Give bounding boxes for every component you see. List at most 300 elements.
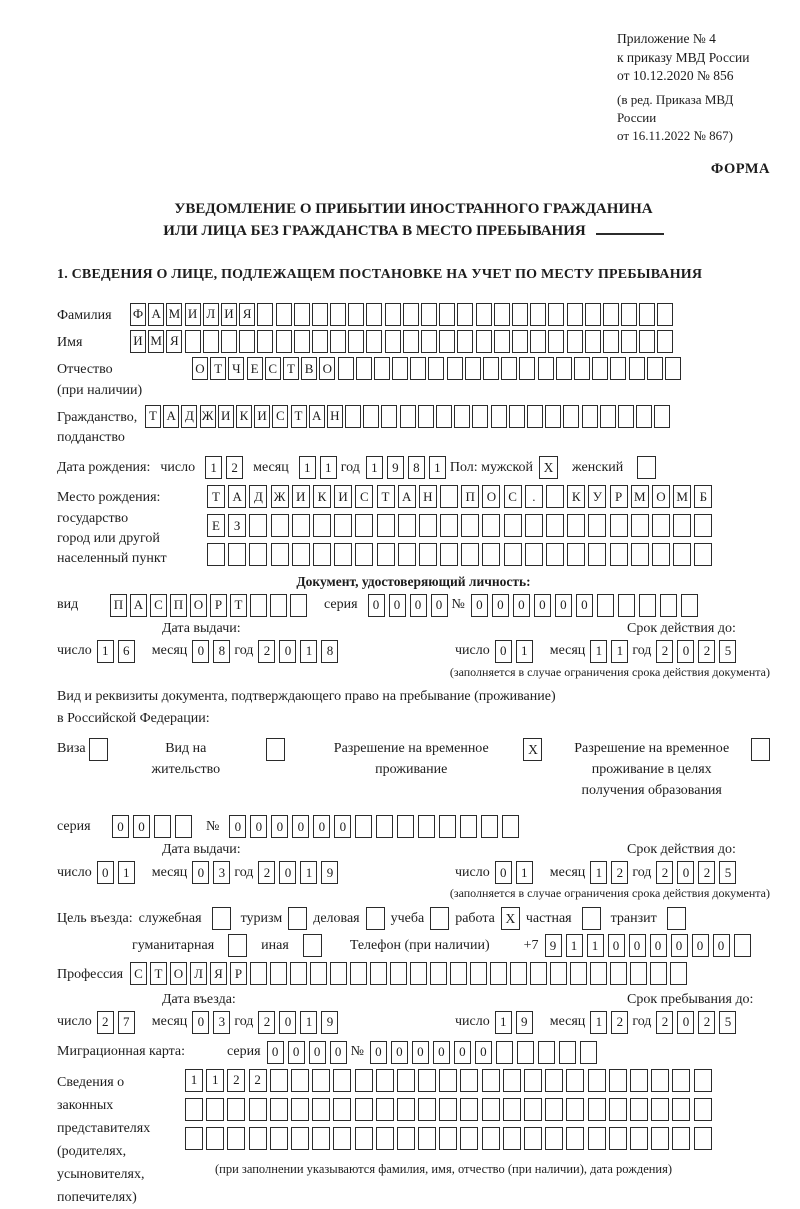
char-cell[interactable] <box>482 1098 500 1121</box>
char-cell[interactable] <box>609 1069 627 1092</box>
char-cell[interactable]: Н <box>419 485 437 508</box>
char-cell[interactable]: 0 <box>629 934 646 957</box>
char-cell[interactable] <box>249 543 267 566</box>
char-cell[interactable]: И <box>185 303 201 326</box>
char-cell[interactable] <box>652 514 670 537</box>
char-cell[interactable]: 0 <box>671 934 688 957</box>
char-cell[interactable]: Я <box>239 303 255 326</box>
char-cell[interactable]: 0 <box>576 594 593 617</box>
char-cell[interactable]: А <box>130 594 147 617</box>
char-cell[interactable] <box>428 357 444 380</box>
char-cell[interactable] <box>454 405 470 428</box>
char-cell[interactable]: 1 <box>590 1011 607 1034</box>
char-cell[interactable] <box>548 330 564 353</box>
char-cell[interactable]: 7 <box>118 1011 135 1034</box>
visa-checkbox[interactable] <box>89 738 108 761</box>
char-cell[interactable]: М <box>631 485 649 508</box>
char-cell[interactable] <box>271 543 289 566</box>
char-cell[interactable]: 1 <box>516 640 533 663</box>
char-cell[interactable] <box>392 357 408 380</box>
char-cell[interactable]: 0 <box>431 594 448 617</box>
char-cell[interactable] <box>630 1127 648 1150</box>
char-cell[interactable] <box>545 1127 563 1150</box>
char-cell[interactable] <box>376 1069 394 1092</box>
char-cell[interactable]: 0 <box>475 1041 492 1064</box>
char-cell[interactable] <box>185 1098 203 1121</box>
char-cell[interactable] <box>276 330 292 353</box>
char-cell[interactable] <box>476 303 492 326</box>
char-cell[interactable] <box>270 1127 288 1150</box>
char-cell[interactable]: 0 <box>267 1041 284 1064</box>
char-cell[interactable] <box>512 303 528 326</box>
char-cell[interactable] <box>439 815 456 838</box>
char-cell[interactable] <box>397 1069 415 1092</box>
char-cell[interactable] <box>694 514 712 537</box>
char-cell[interactable] <box>527 405 543 428</box>
char-cell[interactable]: Ф <box>130 303 146 326</box>
char-cell[interactable] <box>457 303 473 326</box>
char-cell[interactable]: 0 <box>713 934 730 957</box>
char-cell[interactable] <box>566 1127 584 1150</box>
char-cell[interactable]: 0 <box>279 640 296 663</box>
char-cell[interactable]: 1 <box>320 456 337 479</box>
char-cell[interactable]: К <box>567 485 585 508</box>
char-cell[interactable] <box>374 357 390 380</box>
char-cell[interactable] <box>694 543 712 566</box>
char-cell[interactable] <box>418 1069 436 1092</box>
char-cell[interactable] <box>418 1098 436 1121</box>
char-cell[interactable] <box>503 1069 521 1092</box>
residence-permit-checkbox[interactable] <box>266 738 285 761</box>
char-cell[interactable]: А <box>309 405 325 428</box>
char-cell[interactable]: 0 <box>229 815 246 838</box>
char-cell[interactable] <box>481 815 498 838</box>
char-cell[interactable]: Е <box>207 514 225 537</box>
char-cell[interactable] <box>530 962 547 985</box>
char-cell[interactable] <box>356 357 372 380</box>
char-cell[interactable] <box>370 962 387 985</box>
char-cell[interactable]: 0 <box>495 640 512 663</box>
char-cell[interactable] <box>276 303 292 326</box>
char-cell[interactable] <box>665 357 681 380</box>
char-cell[interactable] <box>545 1098 563 1121</box>
char-cell[interactable] <box>504 543 522 566</box>
char-cell[interactable]: 1 <box>566 934 583 957</box>
char-cell[interactable]: Р <box>610 485 628 508</box>
char-cell[interactable] <box>502 815 519 838</box>
char-cell[interactable]: 1 <box>299 456 316 479</box>
char-cell[interactable] <box>630 962 647 985</box>
char-cell[interactable] <box>330 330 346 353</box>
char-cell[interactable]: К <box>313 485 331 508</box>
char-cell[interactable]: С <box>150 594 167 617</box>
char-cell[interactable]: О <box>319 357 335 380</box>
char-cell[interactable]: 8 <box>408 456 425 479</box>
char-cell[interactable] <box>330 962 347 985</box>
char-cell[interactable]: 0 <box>279 861 296 884</box>
char-cell[interactable]: И <box>130 330 146 353</box>
char-cell[interactable]: 2 <box>258 1011 275 1034</box>
char-cell[interactable] <box>228 543 246 566</box>
char-cell[interactable]: 9 <box>321 861 338 884</box>
char-cell[interactable]: 0 <box>412 1041 429 1064</box>
char-cell[interactable]: 8 <box>321 640 338 663</box>
char-cell[interactable] <box>609 1098 627 1121</box>
char-cell[interactable]: 0 <box>112 815 129 838</box>
char-cell[interactable]: 9 <box>516 1011 533 1034</box>
char-cell[interactable] <box>203 330 219 353</box>
char-cell[interactable]: У <box>588 485 606 508</box>
char-cell[interactable]: Т <box>210 357 226 380</box>
char-cell[interactable] <box>419 543 437 566</box>
char-cell[interactable] <box>334 543 352 566</box>
char-cell[interactable]: 0 <box>288 1041 305 1064</box>
char-cell[interactable] <box>397 1098 415 1121</box>
purpose-humanitarian-checkbox[interactable] <box>228 934 247 957</box>
char-cell[interactable] <box>447 357 463 380</box>
char-cell[interactable]: 2 <box>698 1011 715 1034</box>
char-cell[interactable] <box>610 514 628 537</box>
char-cell[interactable]: 0 <box>677 640 694 663</box>
char-cell[interactable] <box>545 1069 563 1092</box>
char-cell[interactable] <box>403 303 419 326</box>
char-cell[interactable]: 2 <box>656 861 673 884</box>
char-cell[interactable] <box>348 303 364 326</box>
char-cell[interactable] <box>290 594 307 617</box>
char-cell[interactable]: 1 <box>205 456 222 479</box>
char-cell[interactable]: Р <box>210 594 227 617</box>
char-cell[interactable] <box>313 543 331 566</box>
char-cell[interactable] <box>312 303 328 326</box>
char-cell[interactable]: 0 <box>368 594 385 617</box>
char-cell[interactable]: 1 <box>185 1069 203 1092</box>
char-cell[interactable] <box>621 303 637 326</box>
char-cell[interactable] <box>650 962 667 985</box>
char-cell[interactable]: 3 <box>213 1011 230 1034</box>
char-cell[interactable]: И <box>334 485 352 508</box>
char-cell[interactable]: 1 <box>590 861 607 884</box>
char-cell[interactable]: 0 <box>192 861 209 884</box>
char-cell[interactable]: 1 <box>300 861 317 884</box>
char-cell[interactable]: 5 <box>719 861 736 884</box>
char-cell[interactable] <box>588 1098 606 1121</box>
char-cell[interactable] <box>377 543 395 566</box>
char-cell[interactable] <box>672 1098 690 1121</box>
char-cell[interactable] <box>398 543 416 566</box>
char-cell[interactable]: 2 <box>656 1011 673 1034</box>
char-cell[interactable]: Л <box>190 962 207 985</box>
char-cell[interactable]: 0 <box>97 861 114 884</box>
char-cell[interactable]: М <box>148 330 164 353</box>
char-cell[interactable] <box>249 1098 267 1121</box>
char-cell[interactable] <box>654 405 670 428</box>
char-cell[interactable] <box>313 514 331 537</box>
char-cell[interactable]: Н <box>327 405 343 428</box>
char-cell[interactable] <box>545 405 561 428</box>
char-cell[interactable] <box>600 405 616 428</box>
char-cell[interactable]: О <box>170 962 187 985</box>
char-cell[interactable] <box>524 1069 542 1092</box>
char-cell[interactable] <box>270 1098 288 1121</box>
char-cell[interactable] <box>338 357 354 380</box>
char-cell[interactable] <box>385 303 401 326</box>
char-cell[interactable] <box>588 1069 606 1092</box>
char-cell[interactable] <box>436 405 452 428</box>
char-cell[interactable] <box>512 330 528 353</box>
char-cell[interactable] <box>694 1098 712 1121</box>
char-cell[interactable]: 1 <box>516 861 533 884</box>
char-cell[interactable] <box>639 330 655 353</box>
char-cell[interactable] <box>460 1098 478 1121</box>
char-cell[interactable]: 2 <box>226 456 243 479</box>
char-cell[interactable]: 0 <box>492 594 509 617</box>
char-cell[interactable] <box>421 303 437 326</box>
char-cell[interactable]: 0 <box>250 815 267 838</box>
purpose-tourism-checkbox[interactable] <box>288 907 307 930</box>
char-cell[interactable]: О <box>192 357 208 380</box>
char-cell[interactable] <box>439 303 455 326</box>
char-cell[interactable] <box>491 405 507 428</box>
char-cell[interactable] <box>538 357 554 380</box>
char-cell[interactable] <box>154 815 171 838</box>
char-cell[interactable] <box>631 514 649 537</box>
char-cell[interactable]: С <box>355 485 373 508</box>
char-cell[interactable] <box>294 303 310 326</box>
char-cell[interactable] <box>482 1069 500 1092</box>
char-cell[interactable] <box>334 514 352 537</box>
purpose-commercial-checkbox[interactable] <box>366 907 385 930</box>
char-cell[interactable] <box>636 405 652 428</box>
char-cell[interactable] <box>546 485 564 508</box>
char-cell[interactable] <box>439 330 455 353</box>
char-cell[interactable] <box>227 1098 245 1121</box>
char-cell[interactable] <box>672 1069 690 1092</box>
char-cell[interactable]: Д <box>181 405 197 428</box>
char-cell[interactable] <box>345 405 361 428</box>
char-cell[interactable] <box>418 405 434 428</box>
char-cell[interactable] <box>350 962 367 985</box>
char-cell[interactable] <box>550 962 567 985</box>
char-cell[interactable]: З <box>228 514 246 537</box>
char-cell[interactable] <box>239 330 255 353</box>
char-cell[interactable] <box>377 514 395 537</box>
char-cell[interactable] <box>430 962 447 985</box>
char-cell[interactable]: Т <box>145 405 161 428</box>
char-cell[interactable]: И <box>218 405 234 428</box>
char-cell[interactable] <box>476 330 492 353</box>
char-cell[interactable] <box>610 962 627 985</box>
char-cell[interactable] <box>610 543 628 566</box>
char-cell[interactable] <box>291 1069 309 1092</box>
char-cell[interactable] <box>355 1069 373 1092</box>
char-cell[interactable] <box>556 357 572 380</box>
char-cell[interactable] <box>610 357 626 380</box>
char-cell[interactable] <box>333 1098 351 1121</box>
purpose-study-checkbox[interactable] <box>430 907 449 930</box>
char-cell[interactable]: Т <box>283 357 299 380</box>
char-cell[interactable] <box>270 962 287 985</box>
char-cell[interactable] <box>597 594 614 617</box>
char-cell[interactable] <box>660 594 677 617</box>
char-cell[interactable] <box>694 1127 712 1150</box>
char-cell[interactable]: О <box>482 485 500 508</box>
char-cell[interactable] <box>482 1127 500 1150</box>
char-cell[interactable] <box>355 815 372 838</box>
char-cell[interactable] <box>574 357 590 380</box>
char-cell[interactable] <box>524 1127 542 1150</box>
char-cell[interactable]: 1 <box>300 1011 317 1034</box>
char-cell[interactable] <box>292 514 310 537</box>
char-cell[interactable] <box>651 1098 669 1121</box>
char-cell[interactable]: К <box>236 405 252 428</box>
rvp-education-checkbox[interactable] <box>751 738 770 761</box>
char-cell[interactable] <box>440 514 458 537</box>
char-cell[interactable] <box>310 962 327 985</box>
char-cell[interactable]: 3 <box>213 861 230 884</box>
char-cell[interactable] <box>206 1127 224 1150</box>
char-cell[interactable] <box>257 303 273 326</box>
char-cell[interactable] <box>585 303 601 326</box>
char-cell[interactable]: Л <box>203 303 219 326</box>
char-cell[interactable]: М <box>166 303 182 326</box>
char-cell[interactable]: 2 <box>97 1011 114 1034</box>
char-cell[interactable] <box>333 1069 351 1092</box>
char-cell[interactable] <box>221 330 237 353</box>
char-cell[interactable]: П <box>461 485 479 508</box>
char-cell[interactable] <box>563 405 579 428</box>
char-cell[interactable] <box>460 815 477 838</box>
char-cell[interactable] <box>397 815 414 838</box>
char-cell[interactable] <box>291 1127 309 1150</box>
char-cell[interactable] <box>270 594 287 617</box>
char-cell[interactable] <box>525 514 543 537</box>
char-cell[interactable] <box>570 962 587 985</box>
char-cell[interactable]: 2 <box>698 640 715 663</box>
char-cell[interactable] <box>630 1098 648 1121</box>
char-cell[interactable]: 9 <box>545 934 562 957</box>
char-cell[interactable] <box>567 330 583 353</box>
char-cell[interactable] <box>472 405 488 428</box>
char-cell[interactable]: 2 <box>611 1011 628 1034</box>
char-cell[interactable] <box>504 514 522 537</box>
char-cell[interactable] <box>348 330 364 353</box>
char-cell[interactable] <box>185 1127 203 1150</box>
char-cell[interactable] <box>519 357 535 380</box>
char-cell[interactable] <box>639 594 656 617</box>
char-cell[interactable] <box>410 357 426 380</box>
char-cell[interactable] <box>566 1098 584 1121</box>
char-cell[interactable] <box>567 543 585 566</box>
char-cell[interactable] <box>250 962 267 985</box>
char-cell[interactable]: И <box>254 405 270 428</box>
char-cell[interactable]: 2 <box>258 640 275 663</box>
char-cell[interactable] <box>271 514 289 537</box>
char-cell[interactable]: 2 <box>611 861 628 884</box>
char-cell[interactable]: 0 <box>309 1041 326 1064</box>
char-cell[interactable] <box>270 1069 288 1092</box>
char-cell[interactable] <box>629 357 645 380</box>
char-cell[interactable] <box>525 543 543 566</box>
char-cell[interactable] <box>490 962 507 985</box>
char-cell[interactable]: Ж <box>271 485 289 508</box>
char-cell[interactable]: О <box>652 485 670 508</box>
char-cell[interactable] <box>647 357 663 380</box>
char-cell[interactable]: 8 <box>213 640 230 663</box>
char-cell[interactable] <box>461 514 479 537</box>
char-cell[interactable] <box>385 330 401 353</box>
char-cell[interactable]: 2 <box>698 861 715 884</box>
char-cell[interactable]: 0 <box>534 594 551 617</box>
char-cell[interactable]: 0 <box>433 1041 450 1064</box>
char-cell[interactable]: 5 <box>719 640 736 663</box>
char-cell[interactable] <box>250 594 267 617</box>
char-cell[interactable] <box>609 1127 627 1150</box>
char-cell[interactable] <box>530 303 546 326</box>
char-cell[interactable] <box>249 514 267 537</box>
char-cell[interactable] <box>651 1127 669 1150</box>
char-cell[interactable]: Е <box>247 357 263 380</box>
char-cell[interactable] <box>503 1127 521 1150</box>
char-cell[interactable] <box>390 962 407 985</box>
purpose-work-checkbox[interactable]: X <box>501 907 520 930</box>
char-cell[interactable] <box>681 594 698 617</box>
char-cell[interactable] <box>419 514 437 537</box>
char-cell[interactable] <box>312 1098 330 1121</box>
char-cell[interactable] <box>207 543 225 566</box>
char-cell[interactable] <box>590 962 607 985</box>
char-cell[interactable] <box>457 330 473 353</box>
char-cell[interactable] <box>439 1127 457 1150</box>
char-cell[interactable] <box>376 815 393 838</box>
char-cell[interactable]: 0 <box>330 1041 347 1064</box>
char-cell[interactable] <box>639 303 655 326</box>
char-cell[interactable] <box>567 303 583 326</box>
char-cell[interactable]: А <box>163 405 179 428</box>
char-cell[interactable] <box>410 962 427 985</box>
char-cell[interactable]: 0 <box>292 815 309 838</box>
char-cell[interactable] <box>291 1098 309 1121</box>
char-cell[interactable]: Т <box>377 485 395 508</box>
char-cell[interactable]: 0 <box>495 861 512 884</box>
char-cell[interactable] <box>439 1069 457 1092</box>
char-cell[interactable] <box>670 962 687 985</box>
char-cell[interactable] <box>509 405 525 428</box>
char-cell[interactable] <box>546 543 564 566</box>
char-cell[interactable]: 0 <box>133 815 150 838</box>
rvp-checkbox[interactable]: X <box>523 738 542 761</box>
char-cell[interactable] <box>290 962 307 985</box>
char-cell[interactable] <box>333 1127 351 1150</box>
char-cell[interactable] <box>355 1127 373 1150</box>
char-cell[interactable]: 0 <box>677 1011 694 1034</box>
sex-male-checkbox[interactable]: X <box>539 456 558 479</box>
char-cell[interactable]: А <box>228 485 246 508</box>
char-cell[interactable]: П <box>170 594 187 617</box>
char-cell[interactable] <box>566 1069 584 1092</box>
char-cell[interactable] <box>592 357 608 380</box>
char-cell[interactable]: 2 <box>258 861 275 884</box>
char-cell[interactable] <box>524 1098 542 1121</box>
char-cell[interactable]: 1 <box>495 1011 512 1034</box>
char-cell[interactable] <box>257 330 273 353</box>
char-cell[interactable] <box>673 514 691 537</box>
char-cell[interactable] <box>330 303 346 326</box>
char-cell[interactable] <box>483 357 499 380</box>
char-cell[interactable] <box>376 1098 394 1121</box>
char-cell[interactable]: 0 <box>192 640 209 663</box>
char-cell[interactable] <box>585 330 601 353</box>
char-cell[interactable]: 2 <box>227 1069 245 1092</box>
